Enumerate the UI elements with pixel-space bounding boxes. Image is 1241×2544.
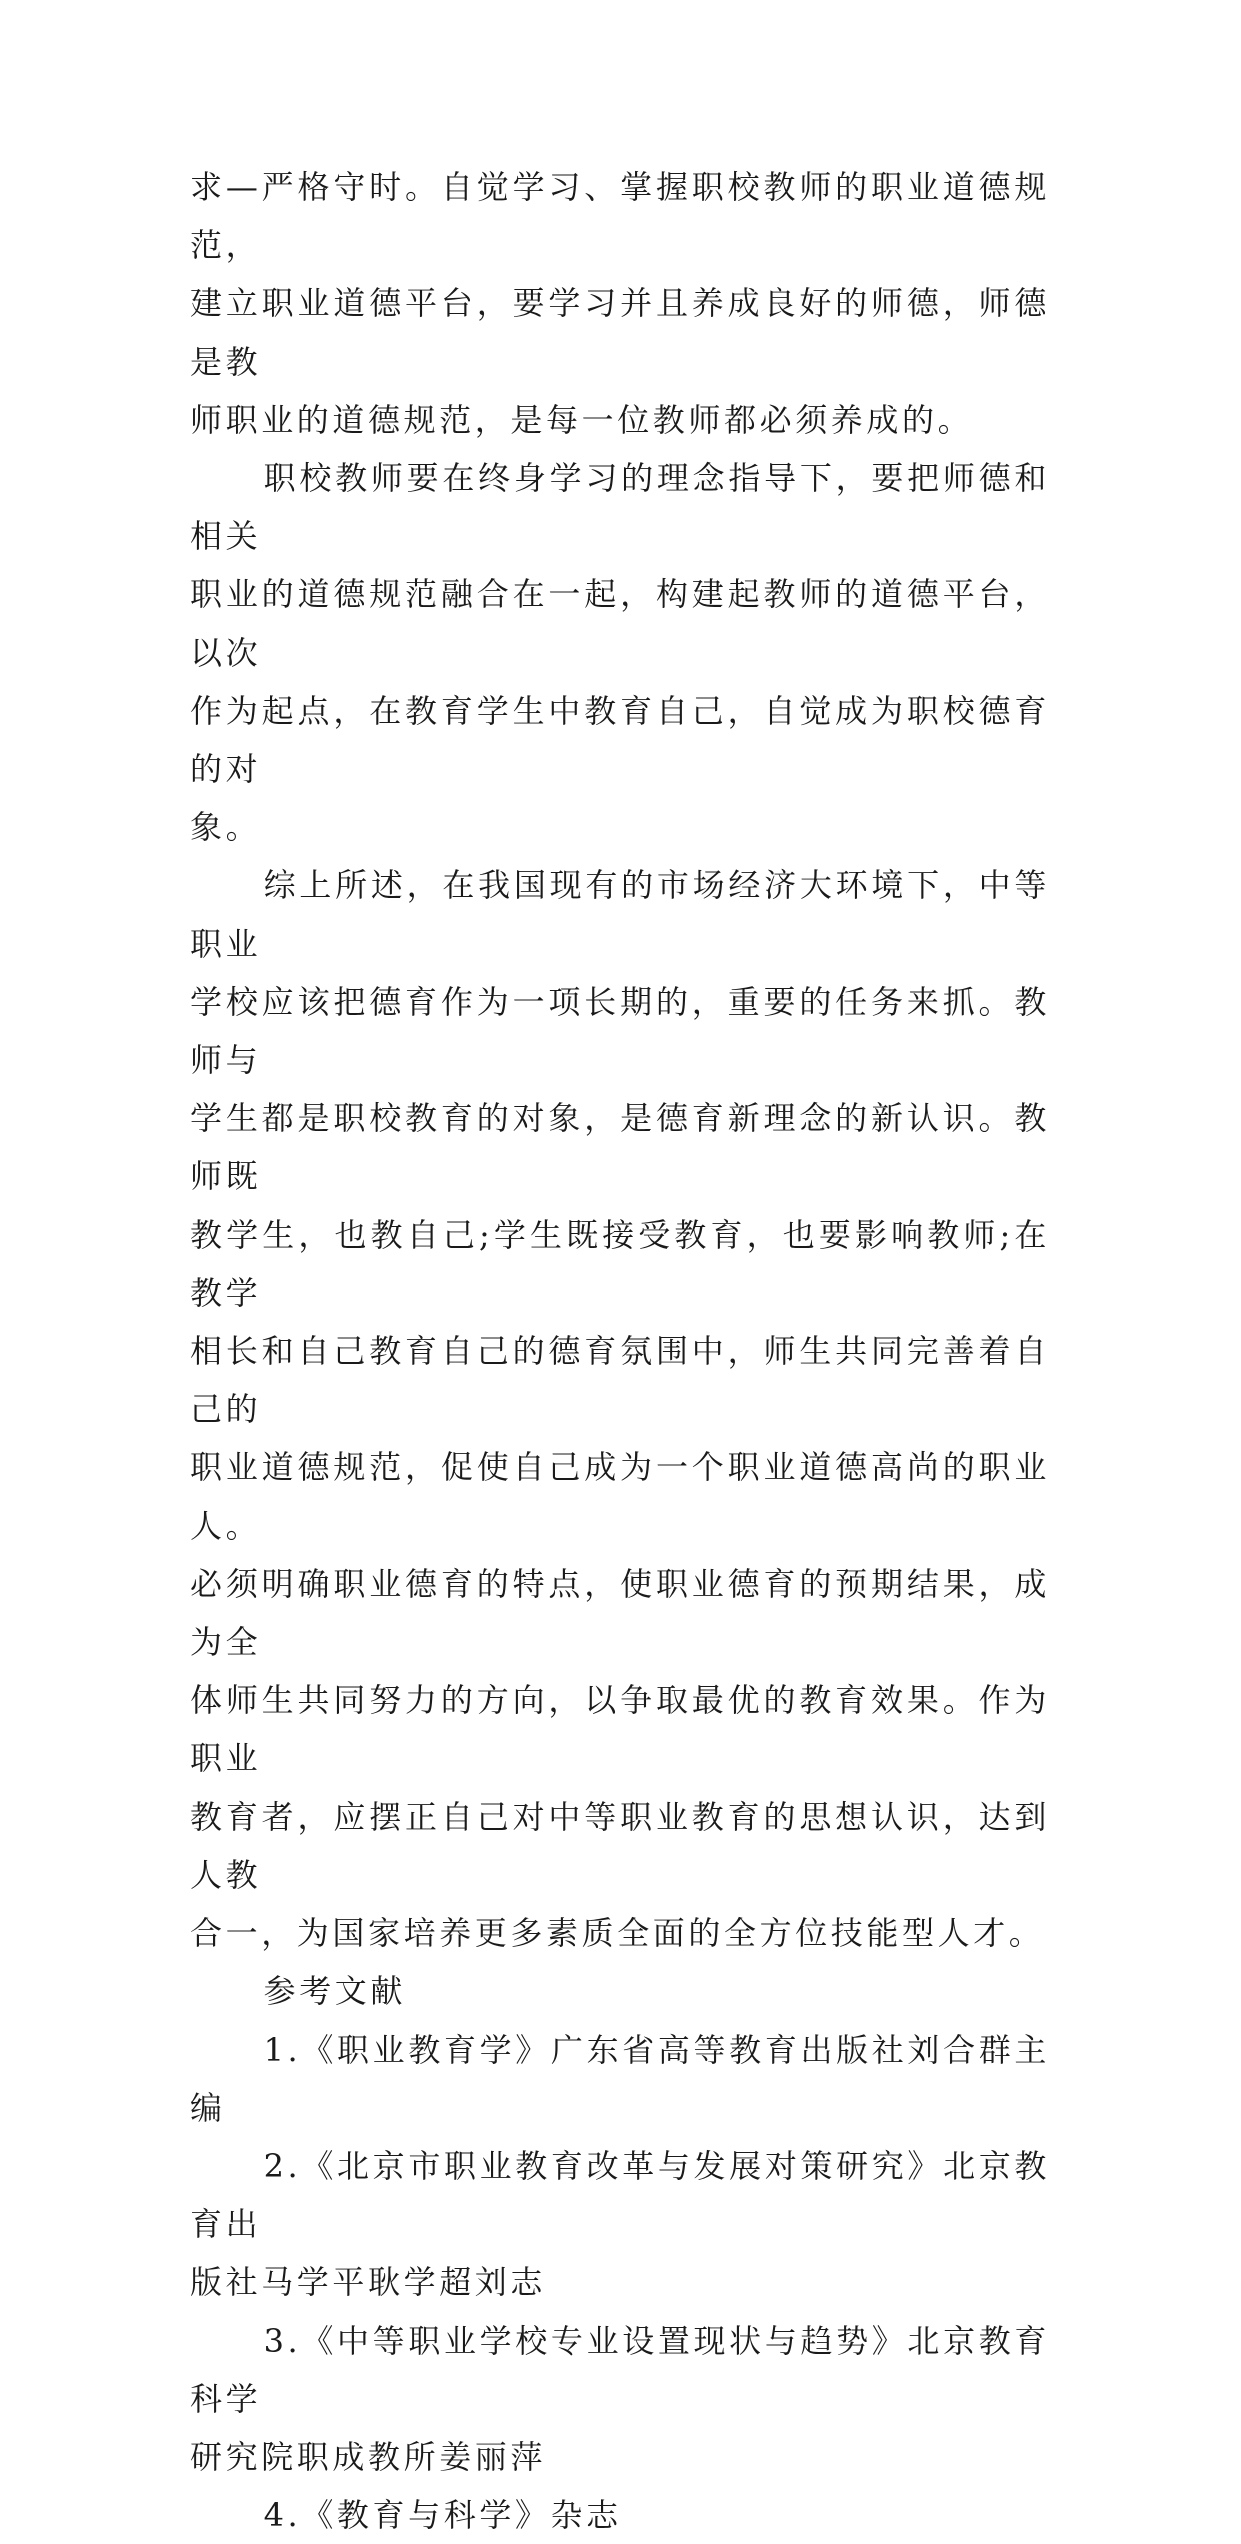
text-line: 相长和自己教育自己的德育氛围中，师生共同完善着自己的 <box>190 1332 1050 1429</box>
text-line: 职校教师要在终身学习的理念指导下，要把师德和相关 <box>190 459 1050 556</box>
text-line: 合一，为国家培养更多素质全面的全方位技能型人才。 <box>190 1914 1045 1953</box>
text-line: 教育者，应摆正自己对中等职业教育的思想认识，达到人教 <box>190 1797 1050 1894</box>
paragraph-3 <box>190 856 1050 1962</box>
text-line: 职业的道德规范融合在一起，构建起教师的道德平台，以次 <box>190 575 1050 672</box>
text-line: 3.《中等职业学校专业设置现状与趋势》北京教育科学 <box>190 2321 1050 2418</box>
reference-item <box>190 2312 1050 2487</box>
text-line: 1.《职业教育学》广东省高等教育出版社刘合群主编 <box>190 2030 1050 2127</box>
paragraph-2 <box>190 449 1050 856</box>
text-line: 4.《教育与科学》杂志 <box>263 2496 622 2535</box>
references-section <box>190 1962 1050 2544</box>
text-line: 作为起点，在教育学生中教育自己，自觉成为职校德育的对 <box>190 691 1050 789</box>
text-line: 综上所述，在我国现有的市场经济大环境下，中等职业 <box>190 866 1050 963</box>
text-line: 必须明确职业德育的特点，使职业德育的预期结果，成为全 <box>190 1564 1050 1662</box>
text-line: 建立职业道德平台，要学习并且养成良好的师德，师德是教 <box>190 284 1050 381</box>
text-line: 职业道德规范，促使自己成为一个职业道德高尚的职业人。 <box>190 1448 1050 1545</box>
reference-item <box>190 2137 1050 2312</box>
reference-item <box>190 2021 1050 2137</box>
text-line: 2.《北京市职业教育改革与发展对策研究》北京教育出 <box>190 2146 1050 2244</box>
text-line: 求—严格守时。自觉学习、掌握职校教师的职业道德规范， <box>190 168 1050 265</box>
text-line: 象。 <box>190 808 262 847</box>
document-body <box>190 158 1050 2544</box>
text-line: 体师生共同努力的方向，以争取最优的教育效果。作为职业 <box>190 1681 1050 1778</box>
reference-item <box>190 2486 1050 2544</box>
text-line: 研究院职成教所姜丽萍 <box>190 2437 547 2476</box>
references-heading: 参考文献 <box>263 1972 406 2011</box>
paragraph-1 <box>190 158 1050 449</box>
text-line: 师职业的道德规范，是每一位教师都必须养成的。 <box>190 400 974 439</box>
text-line: 学生都是职校教育的对象，是德育新理念的新认识。教师既 <box>190 1099 1050 1196</box>
text-line: 版社马学平耿学超刘志 <box>190 2263 547 2302</box>
text-line: 教学生，也教自己;学生既接受教育，也要影响教师;在教学 <box>190 1215 1050 1312</box>
text-line: 学校应该把德育作为一项长期的，重要的任务来抓。教师与 <box>190 982 1050 1080</box>
